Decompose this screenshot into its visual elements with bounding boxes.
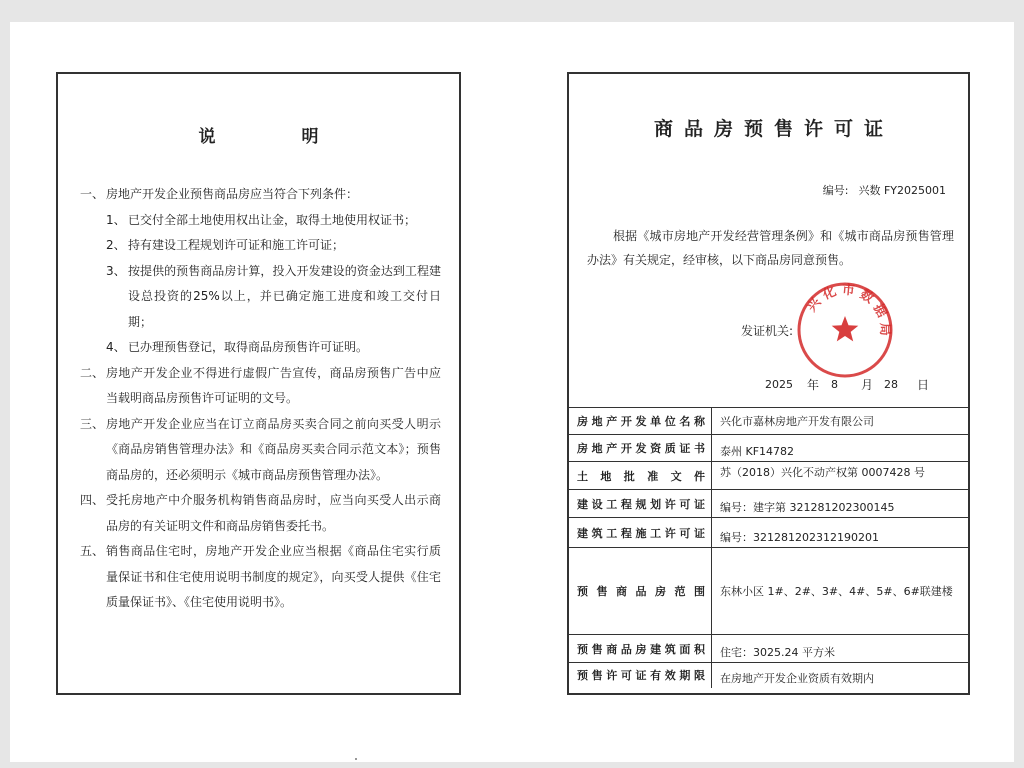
instruction-item [80, 539, 441, 616]
row-key: 房地产开发资质证书 [569, 435, 712, 462]
row-key: 土地批准文件 [569, 462, 712, 490]
item-text: 房地产开发企业预售商品房应当符合下列条件： [106, 187, 359, 201]
instruction-item [80, 361, 441, 412]
official-seal-stamp [795, 280, 895, 380]
item-text: 房地产开发企业不得进行虚假广告宣传，商品房预售广告中应当载明商品房预售许可证明的文号。 [106, 365, 441, 405]
item-text: 销售商品住宅时，房地产开发企业应当根据《商品住宅实行质量保证书和住宅使用说明书制度的规定》，向买受人提供《住宅质量保证书》、《住宅使用说明书》。 [106, 544, 441, 609]
item-text: 按提供的预售商品房计算，投入开发建设的资金达到工程建设总投资的25%以上，并已确定施工进度和竣工交付日期； [128, 263, 441, 329]
instruction-item [80, 182, 441, 208]
permit-number [823, 182, 946, 198]
instruction-item [80, 412, 441, 489]
item-marker: 一、 [80, 187, 105, 201]
date-month: 8 [831, 378, 838, 391]
instruction-subitem [80, 335, 441, 361]
row-value: 泰州 KF14782 [712, 435, 969, 462]
document-sheet [10, 22, 1014, 762]
item-text: 房地产开发企业应当在订立商品房买卖合同之前向买受人明示《商品房销售管理办法》和《商品房买卖合同示范文本》；预售商品房的，还必须明示《城市商品房预售管理办法》。 [106, 416, 441, 482]
scan-speck [355, 758, 357, 760]
issuing-authority-label: 发证机关: [741, 324, 794, 338]
instruction-subitem [80, 208, 441, 234]
item-marker: 1、 [106, 212, 126, 227]
item-marker: 三、 [80, 416, 105, 431]
item-marker: 2、 [106, 238, 126, 252]
date-year: 2025 [765, 378, 793, 391]
row-key: 建设工程规划许可证 [569, 490, 712, 518]
row-value: 苏（2018）兴化不动产权第 0007428 号 [712, 462, 969, 490]
row-key: 预售商品房建筑面积 [569, 635, 712, 663]
seal-star-icon [832, 316, 859, 341]
item-marker: 4、 [106, 340, 126, 354]
table-row [569, 548, 968, 635]
permit-title: 商品房预售许可证 [653, 118, 894, 140]
date-day-unit: 日 [917, 378, 930, 392]
permit-panel [567, 72, 970, 695]
table-row [569, 635, 968, 663]
instructions-panel [56, 72, 461, 695]
table-row [569, 408, 968, 435]
table-row [569, 462, 968, 490]
date-day: 28 [884, 378, 898, 391]
item-text: 已办理预售登记，取得商品房预售许可证明。 [128, 340, 369, 354]
table-row [569, 490, 968, 518]
row-key: 建筑工程施工许可证 [569, 518, 712, 548]
permit-number-label: 编号: [822, 184, 849, 197]
instructions-body [80, 182, 441, 616]
item-text: 持有建设工程规划许可证和施工许可证； [128, 238, 345, 252]
seal-text: 兴 化 市 数 据 局 [804, 282, 893, 336]
row-value: 编号：321281202312190201 [712, 518, 969, 548]
row-value: 兴化市嘉林房地产开发有限公司 [712, 408, 969, 435]
date-year-unit: 年 [807, 378, 820, 392]
item-marker: 四、 [80, 493, 105, 507]
row-key: 预售许可证有效期限 [569, 663, 712, 688]
item-marker: 五、 [80, 544, 105, 558]
instruction-subitem [80, 259, 441, 336]
date-month-unit: 月 [861, 378, 874, 392]
item-text: 受托房地产中介服务机构销售商品房时，应当向买受人出示商品房的有关证明文件和商品房销售委托书。 [106, 493, 441, 533]
table-row [569, 435, 968, 462]
table-row [569, 518, 968, 548]
row-key: 预售商品房范围 [569, 548, 712, 635]
row-value: 住宅：3025.24 平方米 [712, 635, 969, 663]
row-key: 房地产开发单位名称 [569, 408, 712, 435]
permit-number-value: 兴数 FY2025001 [858, 184, 946, 197]
instruction-item [80, 488, 441, 539]
item-text: 已交付全部土地使用权出让金，取得土地使用权证书； [128, 212, 417, 227]
item-marker: 3、 [106, 263, 126, 278]
permit-preamble: 根据《城市房地产开发经营管理条例》和《城市商品房预售管理办法》有关规定，经审核，以下商品房同意预售。 [587, 229, 954, 267]
row-value: 在房地产开发企业资质有效期内 [712, 663, 969, 688]
permit-details-table [569, 407, 968, 688]
instruction-subitem [80, 233, 441, 259]
instructions-title: 说 明 [198, 127, 359, 147]
row-value: 东林小区 1#、2#、3#、4#、5#、6#联建楼 [712, 548, 969, 635]
row-value: 编号：建字第 321281202300145 [712, 490, 969, 518]
table-row [569, 663, 968, 688]
item-marker: 二、 [80, 365, 105, 380]
